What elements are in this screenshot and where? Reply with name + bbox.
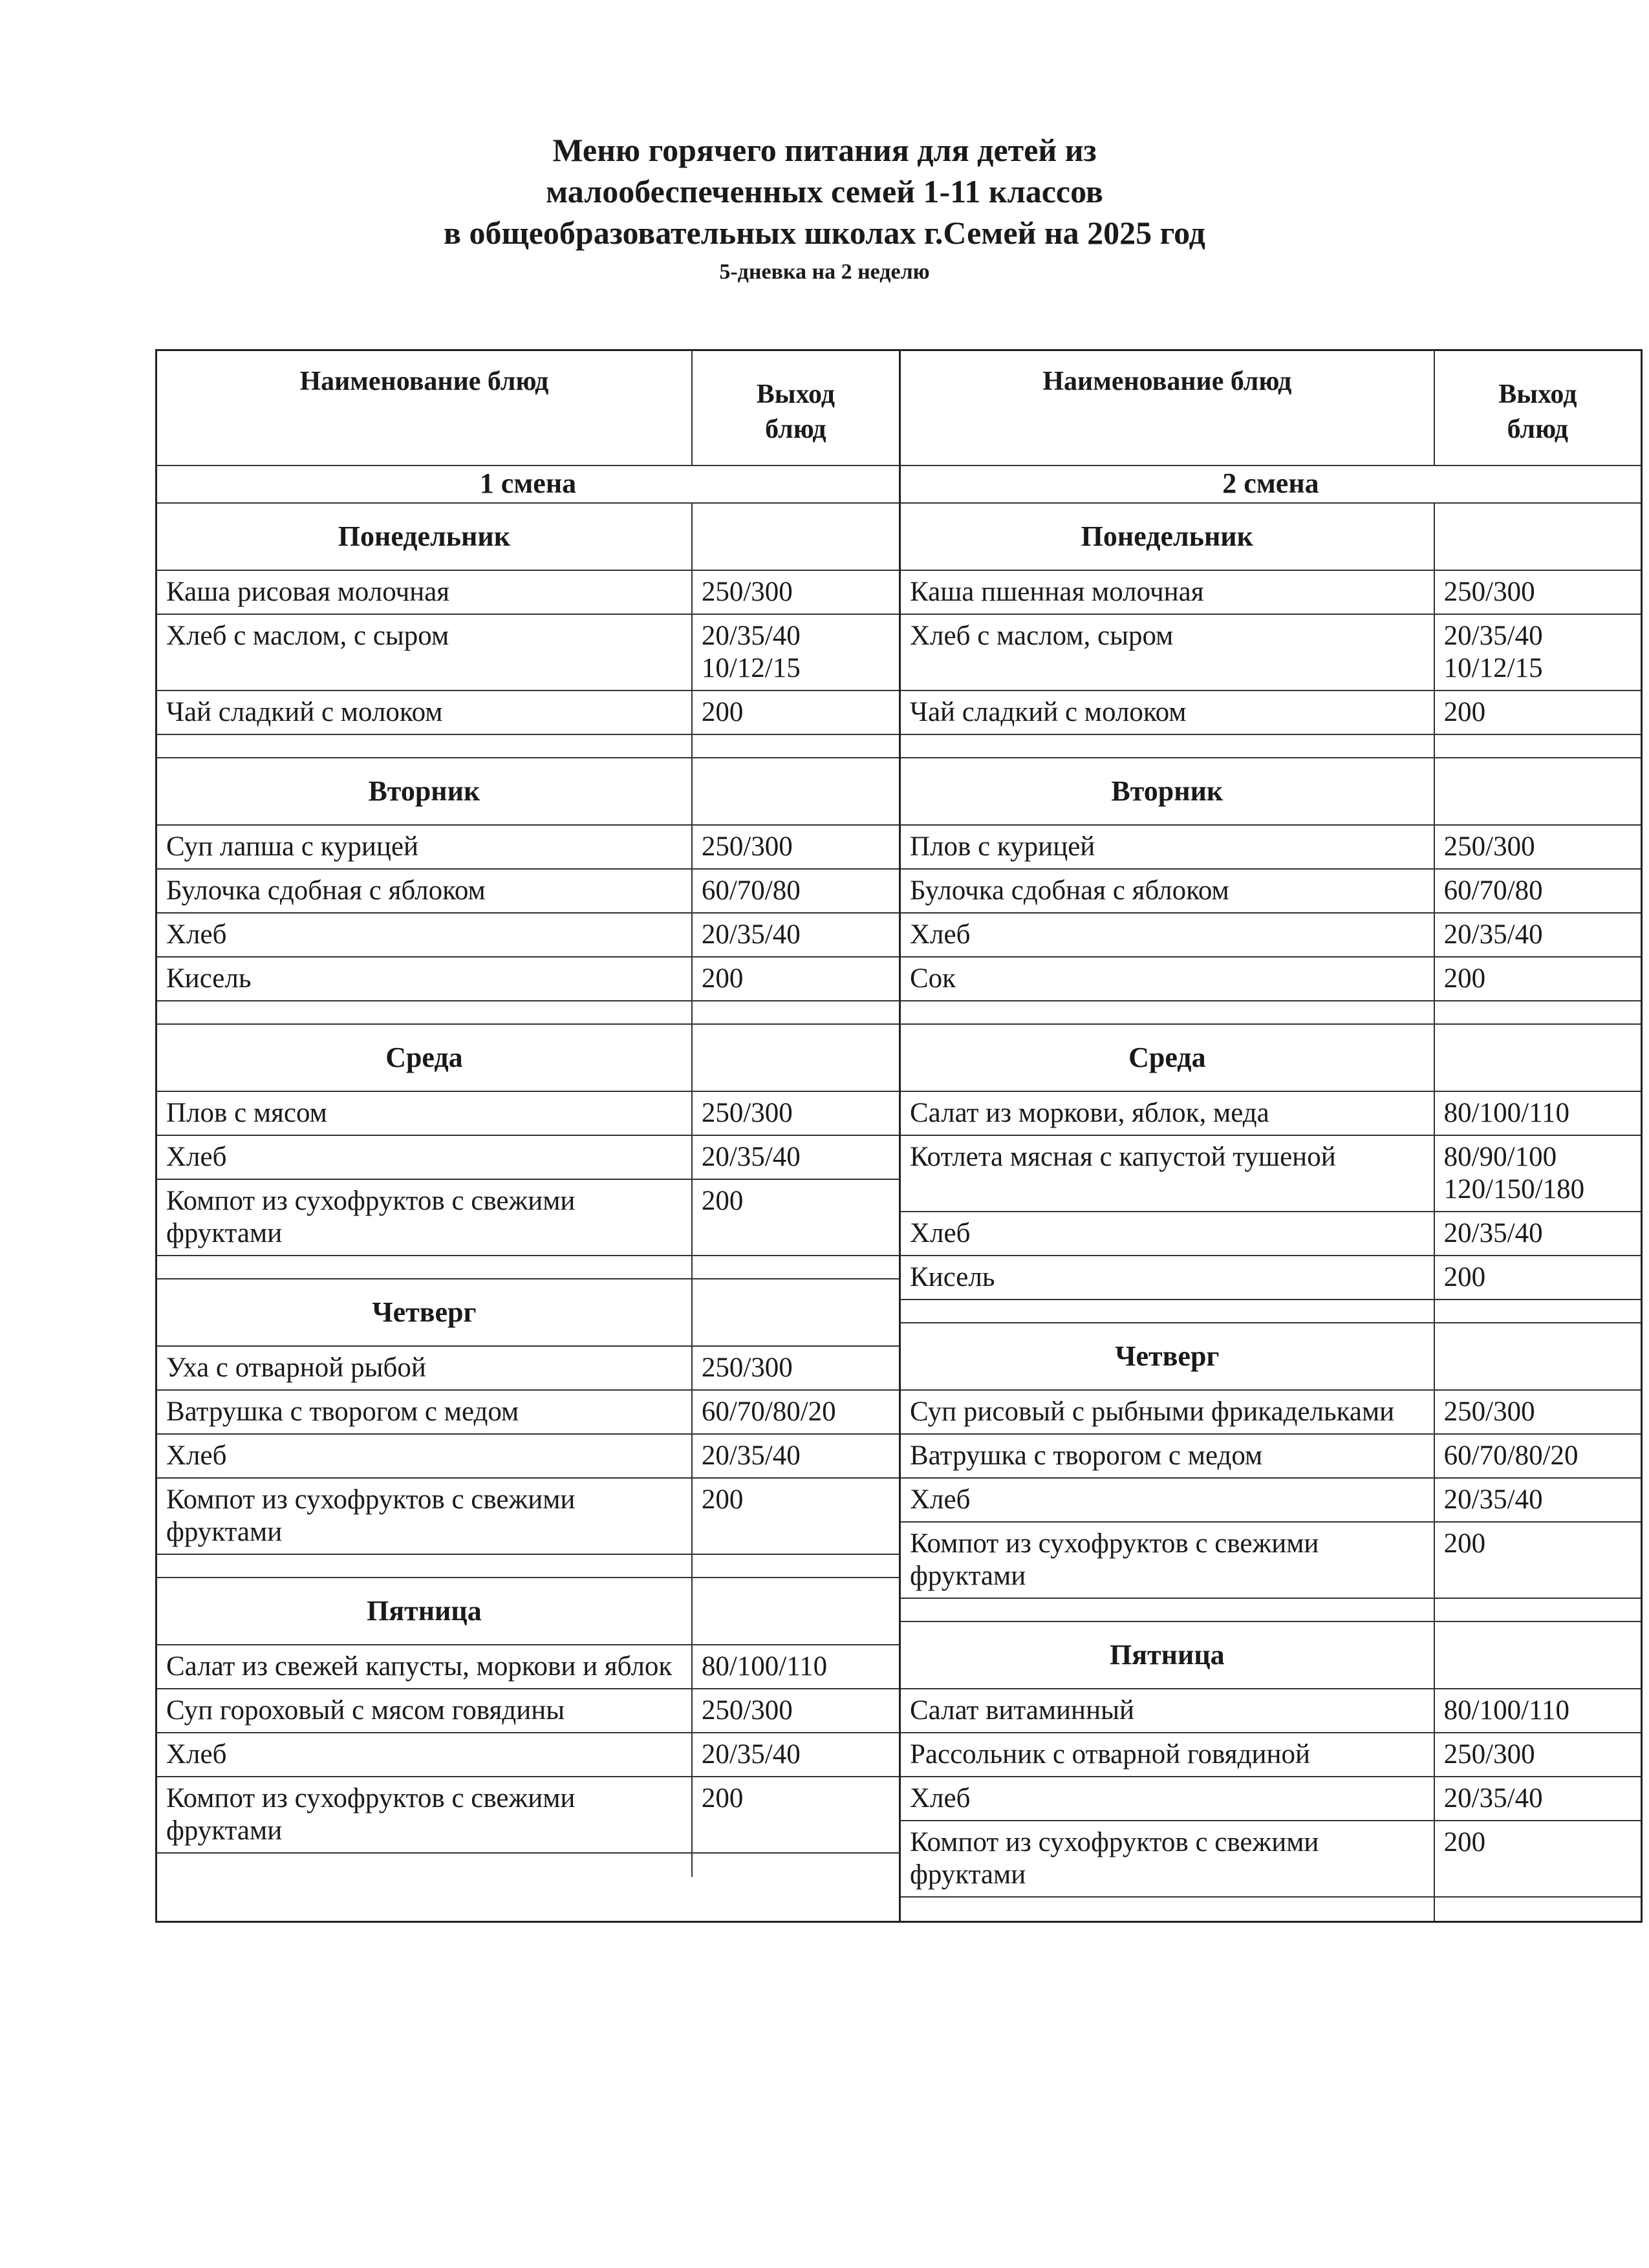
- day-row: [157, 504, 899, 571]
- table-row: [157, 1435, 899, 1479]
- spacer-cell: [1434, 1898, 1641, 1921]
- table-row: [157, 957, 899, 1001]
- dish-output: 20/35/40: [691, 1733, 899, 1776]
- dish-name: Булочка сдобная с яблоком: [910, 875, 1229, 906]
- table-row: [901, 1256, 1641, 1300]
- header-output: Выход блюд: [1434, 351, 1641, 465]
- day-name: Пятница: [367, 1595, 482, 1627]
- spacer-cell: [157, 1001, 691, 1023]
- dish-name: Чай сладкий с молоком: [166, 697, 443, 727]
- dish-name: Суп рисовый с рыбными фрикадельками: [910, 1396, 1395, 1427]
- dish-output: 200: [1434, 1523, 1641, 1598]
- spacer-row: [901, 1898, 1641, 1921]
- dish-output: 250/300: [691, 1347, 899, 1389]
- table-row: [901, 1821, 1641, 1898]
- day-output-empty: [691, 1578, 899, 1644]
- dish-name: Хлеб: [910, 1783, 971, 1813]
- day-name: Четверг: [1115, 1340, 1220, 1372]
- dish-output: 200: [691, 1180, 899, 1255]
- day-output-empty: [1434, 758, 1641, 824]
- dish-name: Ватрушка с творогом с медом: [910, 1440, 1263, 1471]
- spacer-cell: [691, 1001, 899, 1023]
- dish-name: Хлеб с маслом, с сыром: [166, 621, 449, 651]
- dish-output: 200: [691, 1777, 899, 1852]
- menu-table: [155, 349, 1643, 1923]
- dish-name: Чай сладкий с молоком: [910, 697, 1187, 727]
- dish-output: 20/35/40: [691, 1435, 899, 1477]
- shift-label-row: [901, 466, 1641, 504]
- table-row: [901, 957, 1641, 1001]
- dish-output: 60/70/80: [691, 870, 899, 912]
- day-row: [157, 1025, 899, 1092]
- dish-output: 250/300: [1434, 826, 1641, 868]
- header-output: Выход блюд: [691, 351, 899, 465]
- dish-output: 20/35/40 10/12/15: [1434, 615, 1641, 690]
- table-row: [157, 615, 899, 691]
- dish-output: 200: [1434, 1256, 1641, 1299]
- spacer-cell: [157, 1854, 691, 1877]
- dish-name: Каша рисовая молочная: [166, 577, 450, 607]
- dish-output: 250/300: [1434, 1733, 1641, 1776]
- dish-name: Кисель: [166, 963, 252, 994]
- table-row: [157, 914, 899, 957]
- dish-name: Кисель: [910, 1262, 995, 1292]
- day-name: Четверг: [372, 1296, 477, 1328]
- day-name: Понедельник: [1081, 520, 1253, 552]
- dish-name: Плов с мясом: [166, 1098, 327, 1128]
- day-name: Вторник: [368, 775, 480, 807]
- day-output-empty: [691, 1025, 899, 1091]
- table-row: [901, 571, 1641, 615]
- dish-name: Хлеб: [166, 919, 227, 950]
- dish-output: 80/90/100 120/150/180: [1434, 1136, 1641, 1211]
- day-row: [157, 1578, 899, 1645]
- table-row: [901, 1092, 1641, 1136]
- table-header-row: [157, 351, 899, 466]
- dish-name: Хлеб: [910, 1218, 971, 1248]
- table-row: [901, 1777, 1641, 1821]
- dish-output: 20/35/40: [1434, 1212, 1641, 1255]
- dish-output: 80/100/110: [1434, 1092, 1641, 1135]
- dish-output: 200: [1434, 1821, 1641, 1896]
- title-line-2: малообеспеченных семей 1-11 классов: [546, 173, 1103, 209]
- dish-name: Компот из сухофруктов с свежими фруктами: [166, 1484, 576, 1547]
- spacer-cell: [901, 1001, 1434, 1023]
- table-row: [157, 1180, 899, 1256]
- dish-output: 80/100/110: [1434, 1689, 1641, 1732]
- spacer-cell: [691, 1256, 899, 1278]
- dish-name: Салат из свежей капусты, моркови и яблок: [166, 1651, 673, 1682]
- table-row: [157, 1347, 899, 1391]
- table-row: [901, 1733, 1641, 1777]
- table-row: [157, 1391, 899, 1435]
- table-row: [157, 1777, 899, 1854]
- dish-output: 80/100/110: [691, 1645, 899, 1688]
- dish-name: Компот из сухофруктов с свежими фруктами: [910, 1827, 1319, 1890]
- day-name: Пятница: [1109, 1639, 1225, 1671]
- subtitle: 5-дневка на 2 неделю: [719, 260, 930, 284]
- dish-name: Уха с отварной рыбой: [166, 1353, 426, 1383]
- spacer-cell: [691, 1555, 899, 1577]
- dish-name: Хлеб: [910, 1484, 971, 1515]
- dish-output: 200: [1434, 691, 1641, 734]
- table-row: [901, 1136, 1641, 1212]
- spacer-row: [157, 735, 899, 758]
- dish-name: Хлеб: [910, 919, 971, 950]
- shift-label-row: [157, 466, 899, 504]
- header-dish-name: Наименование блюд: [299, 367, 549, 396]
- day-output-empty: [1434, 1025, 1641, 1091]
- spacer-row: [157, 1256, 899, 1279]
- spacer-row: [157, 1555, 899, 1578]
- spacer-row: [157, 1854, 899, 1877]
- day-name: Среда: [1128, 1042, 1206, 1073]
- table-row: [901, 870, 1641, 914]
- dish-output: 20/35/40: [1434, 1777, 1641, 1820]
- shift-label: 2 смена: [1222, 467, 1319, 499]
- table-row: [901, 1523, 1641, 1599]
- dish-name: Суп лапша с курицей: [166, 831, 419, 862]
- table-header-row: [901, 351, 1641, 466]
- day-output-empty: [691, 504, 899, 570]
- dish-output: 20/35/40: [691, 914, 899, 956]
- dish-name: Булочка сдобная с яблоком: [166, 875, 486, 906]
- table-row: [157, 1733, 899, 1777]
- dish-name: Ватрушка с творогом с медом: [166, 1396, 519, 1427]
- dish-name: Компот из сухофруктов с свежими фруктами: [166, 1783, 576, 1846]
- day-output-empty: [691, 1279, 899, 1345]
- spacer-cell: [901, 1599, 1434, 1621]
- dish-output: 60/70/80: [1434, 870, 1641, 912]
- spacer-row: [901, 1001, 1641, 1025]
- dish-output: 250/300: [691, 1092, 899, 1135]
- dish-name: Рассольник с отварной говядиной: [910, 1739, 1310, 1770]
- spacer-cell: [1434, 1599, 1641, 1621]
- table-row: [157, 1645, 899, 1689]
- table-row: [901, 1212, 1641, 1256]
- table-row: [157, 571, 899, 615]
- dish-name: Суп гороховый с мясом говядины: [166, 1695, 565, 1726]
- dish-output: 250/300: [691, 826, 899, 868]
- spacer-row: [901, 1599, 1641, 1622]
- day-name: Понедельник: [338, 520, 511, 552]
- header-dish-name: Наименование блюд: [1042, 367, 1292, 396]
- table-row: [901, 1435, 1641, 1479]
- dish-output: 250/300: [691, 1689, 899, 1732]
- dish-name: Сок: [910, 963, 956, 994]
- table-row: [157, 691, 899, 735]
- title-line-1: Меню горячего питания для детей из: [552, 132, 1097, 168]
- spacer-cell: [1434, 1001, 1641, 1023]
- day-row: [901, 758, 1641, 826]
- spacer-row: [901, 1300, 1641, 1323]
- dish-output: 60/70/80/20: [1434, 1435, 1641, 1477]
- shift-1-column: [157, 351, 899, 1921]
- day-row: [901, 504, 1641, 571]
- day-output-empty: [1434, 1323, 1641, 1389]
- dish-name: Хлеб: [166, 1440, 227, 1471]
- dish-output: 250/300: [1434, 1391, 1641, 1433]
- dish-output: 250/300: [691, 571, 899, 614]
- dish-name: Плов с курицей: [910, 831, 1095, 862]
- dish-output: 200: [1434, 957, 1641, 1000]
- dish-name: Хлеб с маслом, сыром: [910, 621, 1174, 651]
- dish-output: 250/300: [1434, 571, 1641, 614]
- table-row: [901, 691, 1641, 735]
- dish-output: 200: [691, 957, 899, 1000]
- dish-name: Хлеб: [166, 1739, 227, 1770]
- dish-output: 20/35/40: [691, 1136, 899, 1179]
- day-row: [901, 1323, 1641, 1391]
- dish-name: Котлета мясная с капустой тушеной: [910, 1142, 1336, 1172]
- spacer-cell: [1434, 735, 1641, 757]
- table-row: [901, 826, 1641, 870]
- day-row: [157, 1279, 899, 1347]
- dish-name: Салат из моркови, яблок, меда: [910, 1098, 1269, 1128]
- spacer-cell: [157, 735, 691, 757]
- title-line-3: в общеобразовательных школах г.Семей на 2025 год: [444, 215, 1205, 251]
- day-row: [901, 1622, 1641, 1689]
- spacer-cell: [691, 735, 899, 757]
- dish-name: Компот из сухофруктов с свежими фруктами: [166, 1186, 576, 1248]
- table-row: [157, 826, 899, 870]
- dish-output: 20/35/40 10/12/15: [691, 615, 899, 690]
- dish-output: 200: [691, 691, 899, 734]
- spacer-cell: [691, 1854, 899, 1877]
- table-row: [157, 1479, 899, 1555]
- spacer-cell: [901, 1300, 1434, 1322]
- shift-label: 1 смена: [479, 467, 577, 499]
- table-row: [901, 1391, 1641, 1435]
- day-output-empty: [1434, 504, 1641, 570]
- dish-name: Салат витаминный: [910, 1695, 1134, 1726]
- dish-output: 20/35/40: [1434, 1479, 1641, 1521]
- table-row: [901, 615, 1641, 691]
- table-row: [157, 1689, 899, 1733]
- dish-output: 200: [691, 1479, 899, 1554]
- day-name: Вторник: [1111, 775, 1223, 807]
- spacer-cell: [157, 1555, 691, 1577]
- day-name: Среда: [385, 1042, 463, 1073]
- table-row: [157, 1092, 899, 1136]
- dish-name: Хлеб: [166, 1142, 227, 1172]
- spacer-cell: [157, 1256, 691, 1278]
- table-row: [157, 1136, 899, 1180]
- day-output-empty: [1434, 1622, 1641, 1688]
- spacer-cell: [901, 735, 1434, 757]
- dish-name: Каша пшенная молочная: [910, 577, 1204, 607]
- spacer-row: [157, 1001, 899, 1025]
- dish-name: Компот из сухофруктов с свежими фруктами: [910, 1528, 1319, 1591]
- day-row: [157, 758, 899, 826]
- day-output-empty: [691, 758, 899, 824]
- spacer-row: [901, 735, 1641, 758]
- shift-2-column: [899, 351, 1641, 1921]
- table-row: [901, 1479, 1641, 1523]
- table-row: [901, 914, 1641, 957]
- dish-output: 20/35/40: [1434, 914, 1641, 956]
- document-title-block: [0, 129, 1649, 287]
- spacer-cell: [1434, 1300, 1641, 1322]
- table-row: [157, 870, 899, 914]
- dish-output: 60/70/80/20: [691, 1391, 899, 1433]
- spacer-cell: [901, 1898, 1434, 1921]
- day-row: [901, 1025, 1641, 1092]
- table-row: [901, 1689, 1641, 1733]
